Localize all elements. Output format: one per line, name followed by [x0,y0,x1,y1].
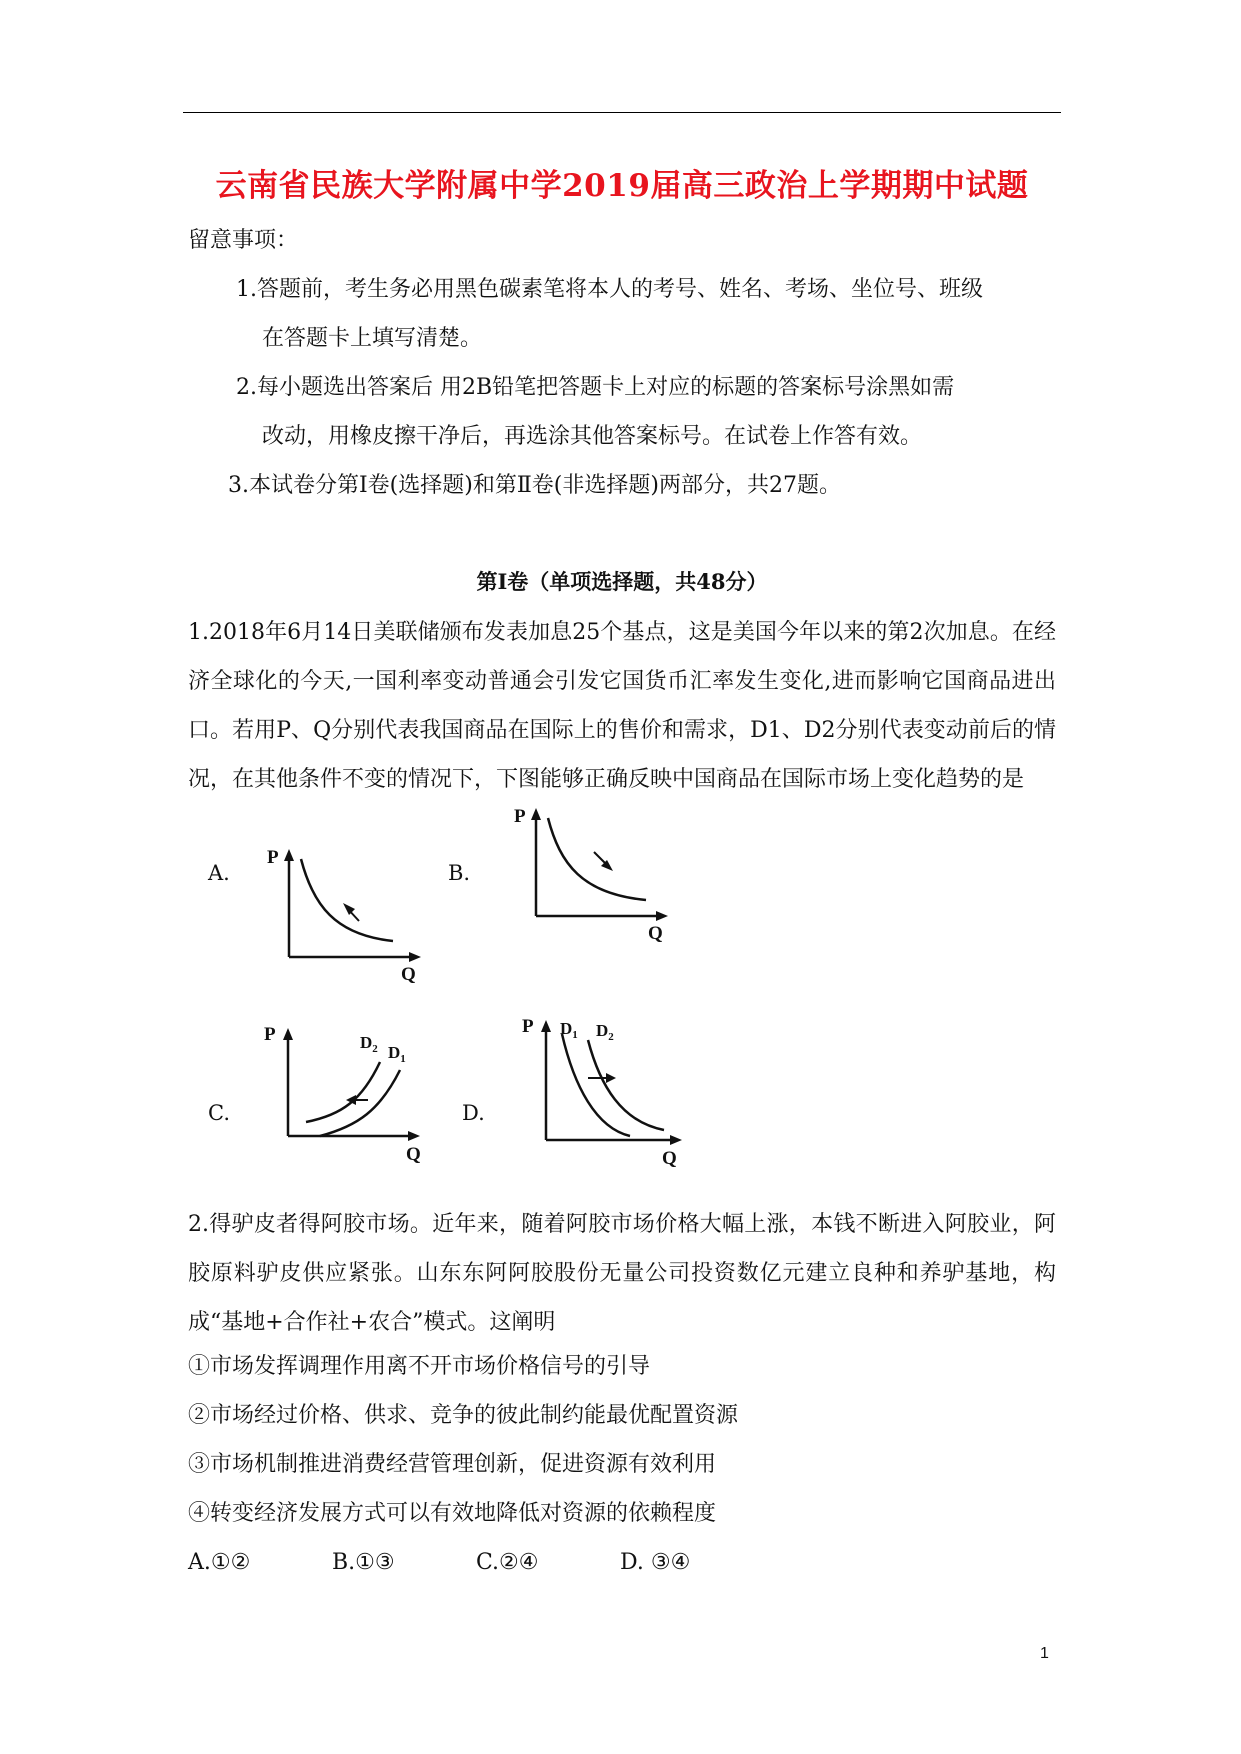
header-rule [183,112,1061,113]
option-b-graph [512,804,672,944]
q2-choice-c: C.②④ [476,1550,539,1575]
option-c-graph [262,1020,432,1165]
q2-choice-a: A.①② [188,1550,251,1575]
option-c-label: C. [208,1101,230,1125]
question-1-stem: 1.2018年6月14日美联储颁布发表加息25个基点，这是美国今年以来的第2次加息。在经济全球化的今天,一国利率变动普通会引发它国货币汇率发生变化,进而影响它国商品进出口。若用P、Q分别代表我国商品在国际上的售价和需求，D1、D2分别代表变动前后的情况，在其他条件不变的情况下，下图能够正确反映中国商品在国际市场上变化趋势的是 [188,620,1056,792]
option-d-p-label: P [522,1016,534,1037]
option-a-label: A. [208,861,230,885]
q2-item-2: ②市场经过价格、供求、竞争的彼此制约能最优配置资源 [188,1403,739,1428]
q2-item-3: ③市场机制推进消费经营管理创新，促进资源有效利用 [188,1452,717,1477]
q2-item-4: ④转变经济发展方式可以有效地降低对资源的依赖程度 [188,1501,717,1526]
option-d-graph [522,1012,692,1169]
option-c-d2-label: $D_2$ [360,1033,378,1055]
note-item-1-cont: 在答题卡上填写清楚。 [262,326,483,351]
q2-item-1: ①市场发挥调理作用离不开市场价格信号的引导 [188,1354,651,1379]
option-c-d1-label: $D_1$ [388,1043,406,1065]
option-a-p-label: P [267,847,279,868]
option-c-q-label: Q [406,1144,421,1165]
option-d-d2-label: $D_2$ [596,1021,614,1043]
option-d-d1-label: $D_1$ [560,1019,578,1041]
option-c-p-label: P [264,1024,276,1045]
note-item-1: 1.答题前，考生务必用黑色碳素笔将本人的考号、姓名、考场、坐位号、班级 [236,277,983,302]
note-item-2-cont: 改动，用橡皮擦干净后，再选涂其他答案标号。在试卷上作答有效。 [262,424,923,449]
notes-heading: 留意事项： [188,228,299,253]
page-number: 1 [1040,1645,1049,1662]
option-d-q-label: Q [662,1148,677,1169]
option-d-label: D. [462,1101,485,1125]
question-2-stem: 2.得驴皮者得阿胶市场。近年来，随着阿胶市场价格大幅上涨，本钱不断进入阿胶业，阿胶原料驴皮供应紧张。山东东阿阿胶股份无量公司投资数亿元建立良种和养驴基地，构成“基地+合作社+农合”模式。这阐明 [188,1212,1056,1335]
option-b-p-label: P [514,806,526,827]
option-a-q-label: Q [401,964,416,985]
option-b-q-label: Q [648,923,663,944]
option-a-graph [265,845,425,985]
q2-choice-b: B.①③ [332,1550,395,1575]
q2-choice-d: D. ③④ [620,1550,691,1575]
option-b-label: B. [448,861,471,885]
section-title: 第Ⅰ卷（单项选择题，共48分） [476,569,768,594]
note-item-3: 3.本试卷分第Ⅰ卷(选择题)和第Ⅱ卷(非选择题)两部分，共27题。 [228,473,841,498]
note-item-2: 2.每小题选出答案后 用2B铅笔把答题卡上对应的标题的答案标号涂黑如需 [236,375,955,400]
page-title: 云南省民族大学附属中学2019届高三政治上学期期中试题 [215,168,1029,204]
